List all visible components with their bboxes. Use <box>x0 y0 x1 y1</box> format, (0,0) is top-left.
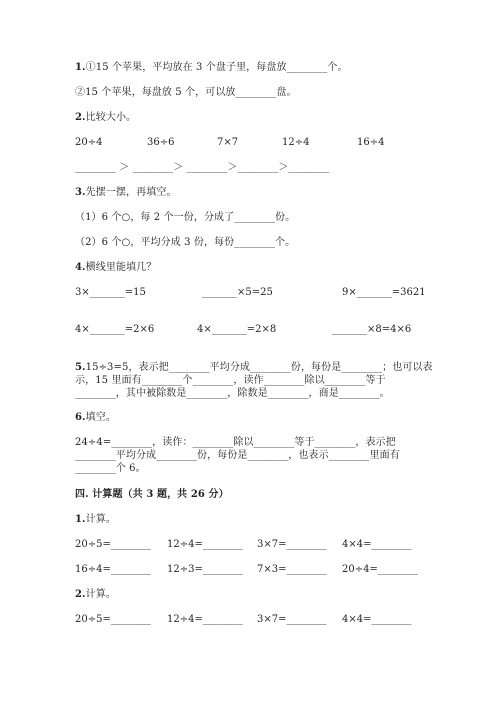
q2-expr-1: 20÷4 <box>75 137 103 148</box>
c1-r1-c3: 3×7=________ <box>257 539 327 550</box>
q2-expr-3: 7×7 <box>217 137 239 148</box>
c1-r2-c2: 12÷3=________ <box>167 564 243 575</box>
section-4-title: 四. 计算题（共 3 题，共 26 分） <box>75 489 229 500</box>
q3-title <box>75 186 177 199</box>
q6-line3: ________个 6。 <box>75 463 146 474</box>
c2-title <box>75 588 116 601</box>
q4-r2-c3: _______×8=4×6 <box>332 324 412 335</box>
c2-r1-c1: 20÷5=________ <box>75 614 151 625</box>
c1-r2-c3: 7×3=________ <box>257 564 327 575</box>
q2-blanks: ________ ＞ ________＞ ________＞________＞________ <box>75 162 330 173</box>
c1-r2-c4: 20÷4=________ <box>342 564 418 575</box>
q2-title <box>75 111 136 124</box>
c2-title-text: 计算。 <box>85 589 116 600</box>
q4-title-text: 横线里能填几？ <box>85 262 157 273</box>
q2-expr-2: 36÷6 <box>147 137 175 148</box>
q3-title-text: 先摆一摆，再填空。 <box>85 187 177 198</box>
q1-text1: ①15 个苹果，平均放在 3 个盘子里，每盘放________个。 <box>85 62 348 73</box>
q4-r1-c2: _______×5=25 <box>202 287 273 298</box>
q5-line3: ________，其中被除数是________，除数是________，商是________。 <box>75 388 390 399</box>
q2-number: 2. <box>75 112 86 123</box>
q3-line1: （1）6 个○，每 2 个一份，分成了________份。 <box>75 212 296 223</box>
c1-r1-c4: 4×4=________ <box>342 539 412 550</box>
q4-r2-c1: 4×_______=2×6 <box>75 324 155 335</box>
q6-line1: 24÷4=________，读作：________除以________等于________，表示把 <box>75 437 396 448</box>
q5-text1: 15÷3=5，表示把________平均分成________份，每份是________；也可以表 <box>85 362 433 373</box>
q4-r1-c1: 3×_______=15 <box>75 287 146 298</box>
q5-line2: 示，15 里面有________个________，读作________除以________等于 <box>75 375 386 386</box>
q2-title-text: 比较大小。 <box>85 112 137 123</box>
q3-number: 3. <box>75 187 86 198</box>
q1-number: 1. <box>75 62 86 73</box>
c2-r1-c3: 3×7=________ <box>257 614 327 625</box>
c1-r2-c1: 16÷4=________ <box>75 564 151 575</box>
q5-number: 5. <box>75 362 86 373</box>
c1-number: 1. <box>75 514 86 525</box>
c2-r1-c4: 4×4=________ <box>342 614 412 625</box>
q6-title <box>75 411 116 424</box>
q2-expr-4: 12÷4 <box>282 137 310 148</box>
q4-title <box>75 261 156 274</box>
c1-title <box>75 513 116 526</box>
q5-line1 <box>75 361 433 374</box>
q4-number: 4. <box>75 262 86 273</box>
c2-number: 2. <box>75 589 86 600</box>
q6-title-text: 填空。 <box>85 412 116 423</box>
q4-r2-c2: 4×_______=2×8 <box>197 324 277 335</box>
q6-number: 6. <box>75 412 86 423</box>
q1-line2: ②15 个苹果，每盘放 5 个，可以放________盘。 <box>75 87 297 98</box>
q2-expr-5: 16÷4 <box>357 137 385 148</box>
q6-line2: ________平均分成________份，每份是________，也表示________里面有 <box>75 450 400 461</box>
c1-title-text: 计算。 <box>85 514 116 525</box>
c2-r1-c2: 12÷4=________ <box>167 614 243 625</box>
c1-r1-c1: 20÷5=________ <box>75 539 151 550</box>
q1-line1 <box>75 61 348 74</box>
q3-line2: （2）6 个○，平均分成 3 份，每份________个。 <box>75 237 296 248</box>
c1-r1-c2: 12÷4=________ <box>167 539 243 550</box>
q4-r1-c3: 9×_______=3621 <box>342 287 426 298</box>
